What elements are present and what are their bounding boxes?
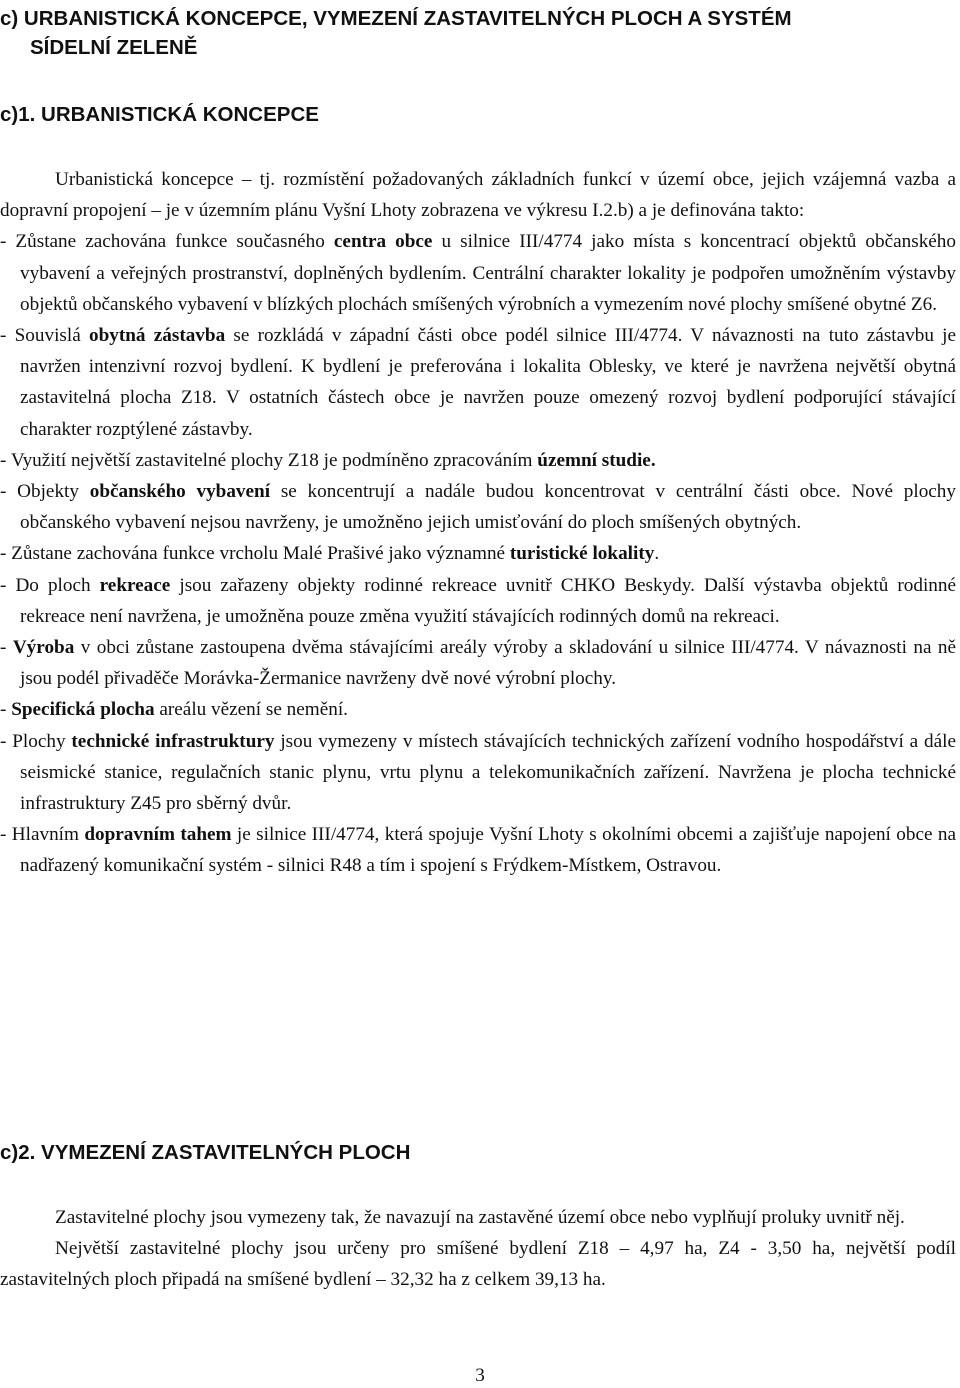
list-item-keyword: Výroba — [12, 637, 75, 659]
list-item-text: je silnice III/4774, která spojuje Vyšní Lhoty s okolními obcemi a zajišťuje napojení obce na nadřazený komunikační systém - silnici R48 a tím i spojení s Frýdkem-Místkem, Ostravou. — [20, 824, 957, 877]
list-item — [0, 632, 956, 694]
list-item-text: u silnice III/4774 jako místa s koncentrací objektů občanského vybavení a veřejných prostranství, doplněných bydlením. Centrální charakter lokality je podpořen umožněním výstavby objektů občanského vybavení v blízkých plochách smíšených výrobních a vymezením nové plochy smíšené obytné Z6. — [20, 231, 956, 315]
list-item-text: v obci zůstane zastoupena dvěma stávajícími areály výroby a skladování u silnice III/4774. V návaznosti na ně jsou podél přivaděče Morávka-Žermanice navrženy dvě nové výrobní plochy. — [20, 637, 957, 690]
list-item — [0, 726, 956, 820]
section-2-paragraph-2: Největší zastavitelné plochy jsou určeny pro smíšené bydlení Z18 – 4,97 ha, Z4 - 3,50 ha, největší podíl zastavitelných ploch připadá na smíšené bydlení – 32,32 ha z celkem 39,13 ha. — [0, 1238, 956, 1291]
list-item-keyword: centra obce — [333, 231, 433, 253]
list-item-text: - — [0, 637, 13, 659]
list-item-keyword: rekreace — [99, 574, 171, 596]
section-1-body — [0, 164, 956, 882]
list-item-text: jsou zařazeny objekty rodinné rekreace uvnitř CHKO Beskydy. Další výstavba objektů rodinné rekreace není navržena, je umožněna pouze změna využití stávajících rodinných domů na rekreaci. — [20, 574, 957, 627]
chapter-heading — [0, 4, 940, 62]
list-item-text: - Plochy — [0, 730, 72, 752]
list-item-text: - Hlavním — [0, 824, 85, 846]
page-number: 3 — [475, 1365, 485, 1386]
section-1-intro: Urbanistická koncepce – tj. rozmístění požadovaných základních funkcí v území obce, jejich vzájemná vazba a dopravní propojení – je v územním plánu Vyšní Lhoty zobrazena ve výkresu I.2.b) a je definována takto: — [0, 169, 956, 222]
section-1-title: c)1. URBANISTICKÁ KONCEPCE — [0, 103, 319, 126]
list-item — [0, 445, 956, 476]
list-item-text: - Využití největší zastavitelné plochy Z18 je podmíněno zpracováním — [0, 449, 538, 471]
chapter-heading-line-2: SÍDELNÍ ZELENĚ — [30, 36, 198, 59]
list-item — [0, 538, 956, 569]
list-item-text: - Zůstane zachována funkce vrcholu Malé Prašivé jako významné — [0, 543, 510, 565]
list-item-text: se rozkládá v západní části obce podél silnice III/4774. V návaznosti na tuto zástavbu je navržen intenzivní rozvoj bydlení. K bydlení je preferována i lokalita Oblesky, ve které je navržena největší obytná zastavitelná plocha Z18. V ostatních částech obce je navržen pouze omezený rozvoj bydlení podporující stávající charakter rozptýlené zástavby. — [20, 325, 956, 440]
list-item-text: - Zůstane zachována funkce současného — [0, 231, 334, 253]
list-item-text: jsou vymezeny v místech stávajících technických zařízení vodního hospodářství a dále seismické stanice, regulačních stanic plynu, vrtu plynu a telekomunikačních zařízení. Navržena je plocha technické infrastruktury Z45 pro sběrný dvůr. — [20, 730, 956, 815]
list-item-text: - — [0, 699, 12, 721]
list-item-text: areálu vězení se nemění. — [154, 699, 348, 721]
list-item — [0, 694, 956, 725]
list-item-keyword: dopravním tahem — [84, 824, 232, 846]
concept-list — [0, 226, 956, 881]
list-item — [0, 226, 956, 320]
list-item — [0, 819, 956, 881]
section-2-body — [0, 1202, 956, 1296]
list-item-text: - Do ploch — [0, 574, 100, 596]
list-item-text: - Objekty — [0, 481, 90, 503]
list-item — [0, 570, 956, 632]
section-2-paragraph-1: Zastavitelné plochy jsou vymezeny tak, že navazují na zastavěné území obce nebo vyplňují proluky uvnitř něj. — [55, 1207, 905, 1228]
list-item-keyword: obytná zástavba — [88, 325, 226, 347]
list-item-keyword: občanského vybavení — [89, 481, 271, 503]
section-2-title: c)2. VYMEZENÍ ZASTAVITELNÝCH PLOCH — [0, 1141, 411, 1164]
list-item-text: . — [654, 543, 660, 565]
list-item-keyword: územní studie. — [537, 449, 656, 471]
list-item-keyword: turistické lokality — [509, 543, 655, 565]
list-item — [0, 476, 956, 538]
list-item-text: se koncentrují a nadále budou koncentrovat v centrální části obce. Nové plochy občanského vybavení nejsou navrženy, je umožněno jejich umisťování do ploch smíšených obytných. — [20, 481, 956, 534]
list-item-keyword: technické infrastruktury — [71, 730, 275, 752]
list-item — [0, 320, 956, 445]
list-item-text: - Souvislá — [0, 325, 89, 347]
chapter-heading-line-1: c) URBANISTICKÁ KONCEPCE, VYMEZENÍ ZASTAVITELNÝCH PLOCH A SYSTÉM — [0, 7, 792, 30]
list-item-keyword: Specifická plocha — [11, 699, 155, 721]
